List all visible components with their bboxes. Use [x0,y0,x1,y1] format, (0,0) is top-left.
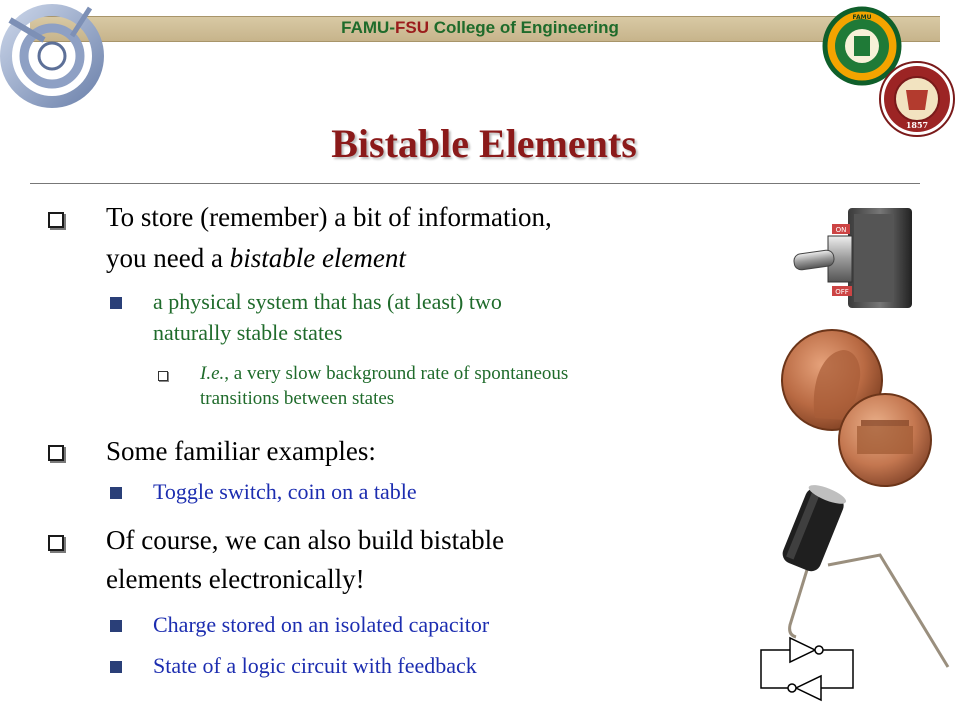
header-dash: - [389,18,395,37]
bullet-1-line-1: To store (remember) a bit of information, [106,202,552,232]
sub-bullet-marker [110,661,122,673]
svg-text:FAMU: FAMU [852,14,872,21]
sub-bullet-4: State of a logic circuit with feedback [153,653,477,678]
bullet-marker [48,535,64,551]
penny-coins-image [775,328,935,488]
sub-bullet-marker [110,297,122,309]
sub-sub-bullet-text: , a very slow background rate of spontaneous [224,363,569,384]
toggle-switch-image [790,200,930,320]
sub-bullet-1-line-1: a physical system that has (at least) two [153,289,502,314]
slide-title: Bistable Elements [331,121,637,166]
sub-bullet-1-line-2: naturally stable states [153,320,343,345]
switch-off-label: OFF [835,288,849,296]
header-college-name [0,17,960,39]
switch-on-label: ON [835,226,847,234]
sub-bullet-2: Toggle switch, coin on a table [153,479,417,504]
sub-sub-bullet-line-2: transitions between states [200,388,395,409]
title-divider [30,183,920,184]
bullet-marker [48,212,64,228]
bullet-1-text: you need a [106,243,230,273]
feedback-inverters-icon [755,630,860,710]
bullet-1-emphasis: bistable element [229,243,406,273]
bullet-3-line-2: elements electronically! [106,564,365,594]
header-famu: FAMU [341,18,390,37]
penny-tails-image [839,394,931,486]
bullet-marker [48,445,64,461]
sub-sub-bullet-marker [158,371,168,381]
sub-bullet-marker [110,620,122,632]
sub-sub-bullet-line-1 [200,362,568,386]
header-fsu: FSU [394,18,429,37]
sub-bullet-3: Charge stored on an isolated capacitor [153,612,490,637]
college-logo-icon [0,0,110,110]
ie-abbrev: I.e. [200,363,225,384]
bullet-2-line-1: Some familiar examples: [106,436,376,466]
bullet-3-line-1: Of course, we can also build bistable [106,525,505,555]
bullet-1-line-2 [106,242,406,275]
sub-bullet-marker [110,487,122,499]
fsu-seal-year: 1857 [905,120,929,130]
header-college: College of Engineering [433,18,619,37]
